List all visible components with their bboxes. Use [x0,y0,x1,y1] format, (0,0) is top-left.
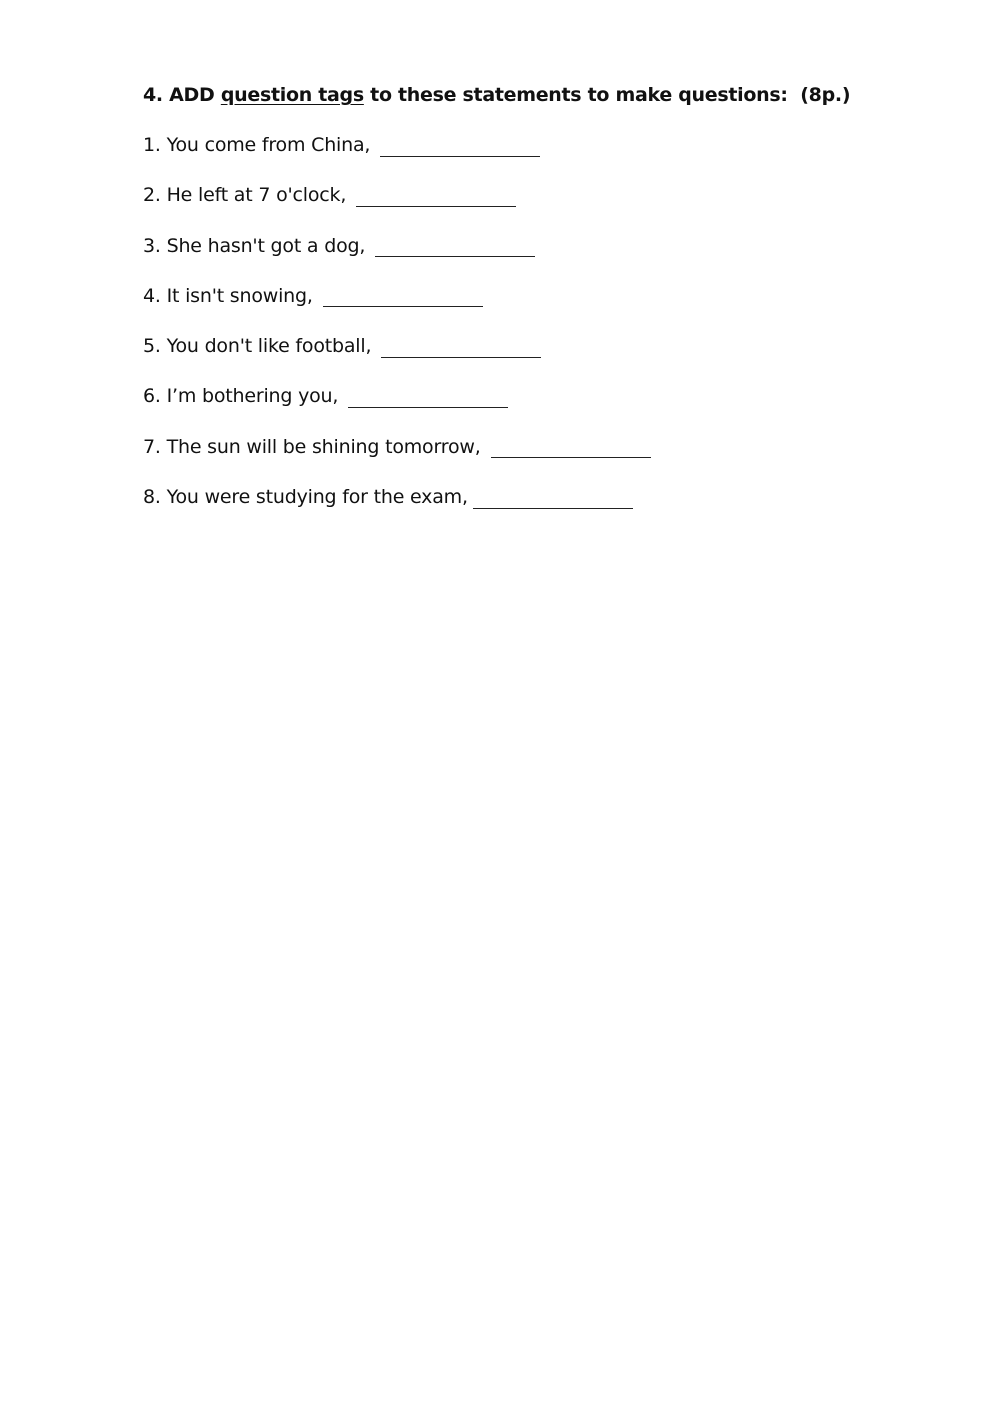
item-statement: It isn't snowing, [166,284,313,307]
item-number: 1. [143,134,161,156]
answer-blank[interactable] [380,137,540,157]
statement-item [143,180,963,230]
item-statement: You don't like football, [166,335,372,358]
heading-colon: : [780,84,788,106]
statement-item [143,231,963,281]
item-statement: You come from China, [166,134,371,156]
item-number: 5. [143,335,161,358]
answer-blank[interactable] [375,237,535,257]
worksheet [143,80,963,532]
item-statement: I’m bothering you, [166,385,339,408]
item-number: 8. [143,486,161,509]
statement-list [143,130,963,532]
item-statement: You were studying for the exam, [166,486,468,509]
heading-points: (8p.) [800,84,851,106]
item-statement: He left at 7 o'clock, [166,184,347,207]
exercise-heading [143,80,963,110]
item-statement: The sun will be shining tomorrow, [166,435,481,458]
statement-item [143,482,963,532]
item-number: 4. [143,284,161,307]
answer-blank[interactable] [491,438,651,458]
item-number: 7. [143,435,161,458]
heading-prefix: 4. ADD [143,84,221,106]
statement-item [143,432,963,482]
answer-blank[interactable] [473,489,633,509]
heading-instruction: to these statements to make questions [363,84,781,106]
statement-item [143,130,963,180]
item-statement: She hasn't got a dog, [166,234,366,257]
answer-blank[interactable] [323,287,483,307]
item-number: 6. [143,385,161,408]
item-number: 3. [143,234,161,257]
statement-item [143,281,963,331]
answer-blank[interactable] [348,388,508,408]
heading-underlined-term: question tags [220,84,364,106]
answer-blank[interactable] [356,187,516,207]
item-number: 2. [143,184,161,207]
statement-item [143,331,963,381]
answer-blank[interactable] [381,338,541,358]
statement-item [143,381,963,431]
